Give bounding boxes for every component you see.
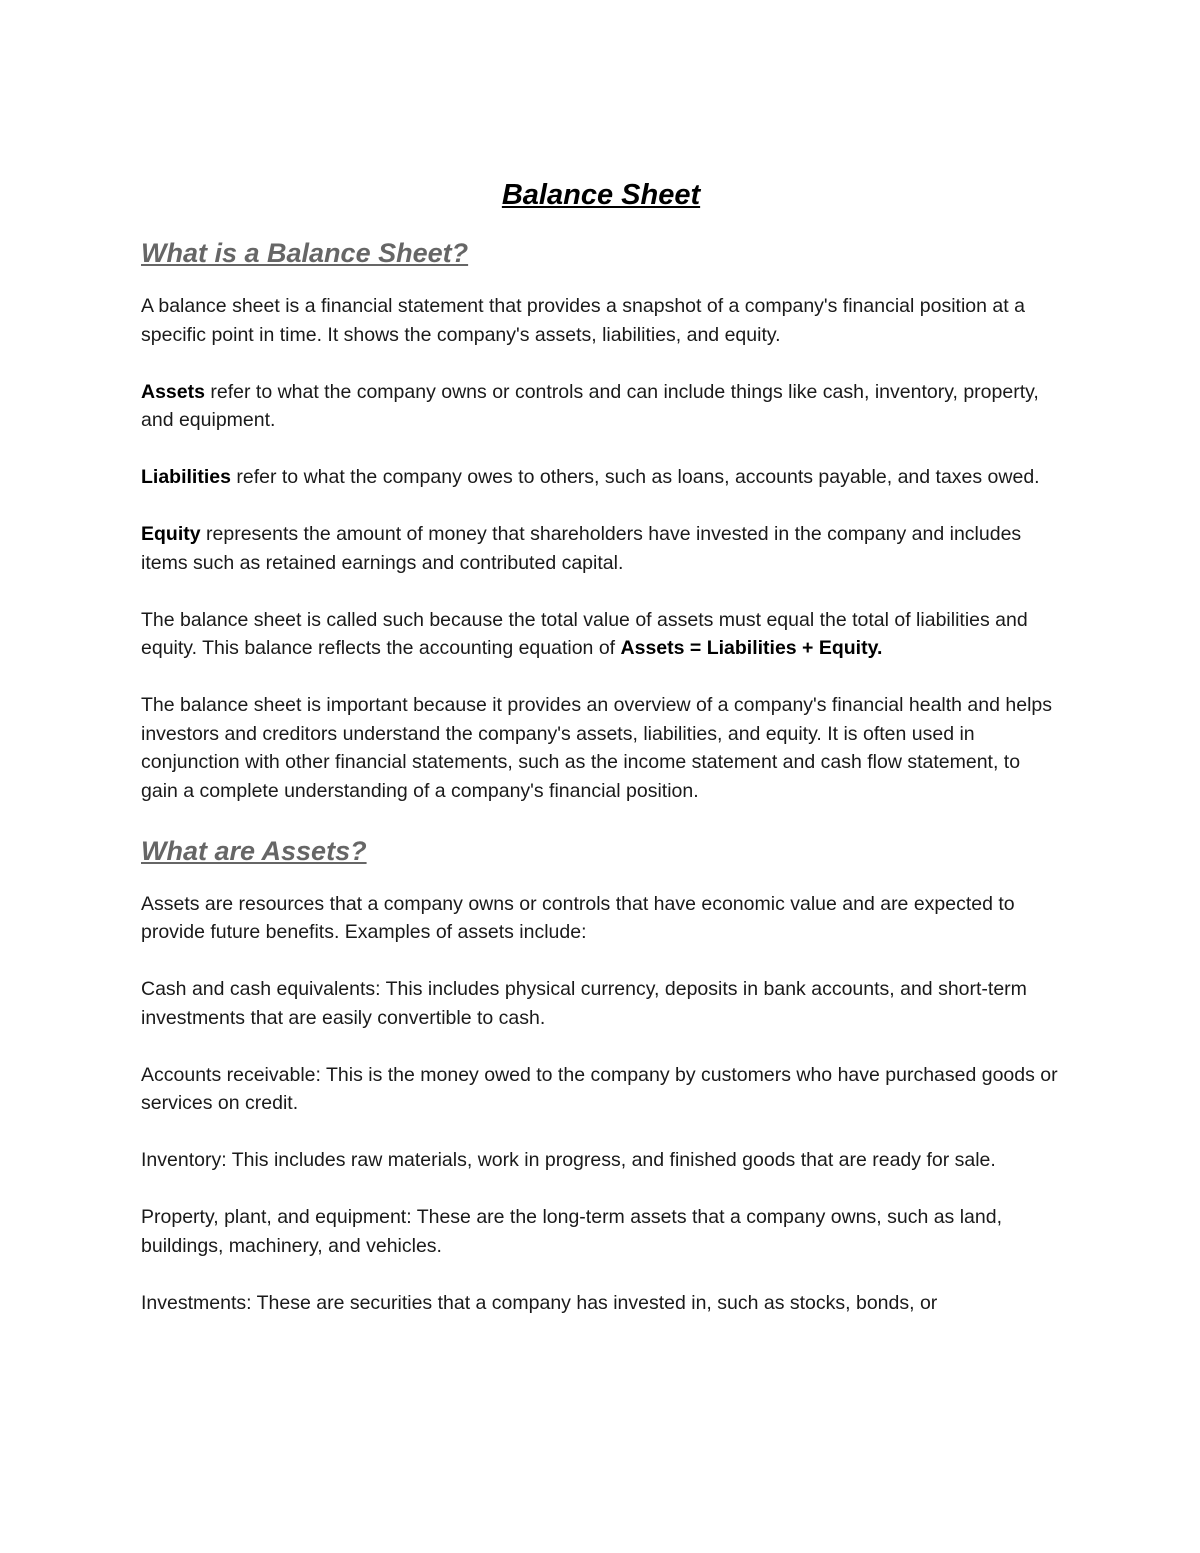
term-equity: Equity <box>141 523 201 545</box>
paragraph-liabilities <box>141 463 1061 492</box>
equity-description: represents the amount of money that shareholders have invested in the company and includes items such as retained earnings and contributed capital. <box>141 523 1022 574</box>
list-item-cash: Cash and cash equivalents: This includes physical currency, deposits in bank accounts, and short-term investments that are easily convertible to cash. <box>141 978 1027 1029</box>
paragraph-importance: The balance sheet is important because it provides an overview of a company's financial health and helps investors and creditors understand the company's assets, liabilities, and equity. It is often used in conjunction with other financial statements, such as the income statement and cash flow statement, to gain a complete understanding of a company's financial position. <box>141 694 1053 802</box>
term-assets: Assets <box>141 380 205 403</box>
document-body <box>141 176 1061 1346</box>
list-item-accounts-receivable: Accounts receivable: This is the money owed to the company by customers who have purchased goods or services on credit. <box>141 1063 1058 1114</box>
assets-description: refer to what the company owns or controls and can include things like cash, inventory, property, and equipment. <box>141 380 1039 431</box>
paragraph-assets-intro: Assets are resources that a company owns or controls that have economic value and are expected to provide future benefits. Examples of assets include: <box>141 892 1015 943</box>
liabilities-description: refer to what the company owes to others, such as loans, accounts payable, and taxes owed. <box>230 466 1040 488</box>
balance-description: The balance sheet is called such because the total value of assets must equal the total of liabilities and equity. This balance reflects the accounting equation of <box>141 608 1028 659</box>
paragraph-intro: A balance sheet is a financial statement that provides a snapshot of a company's financial position at a specific point in time. It shows the company's assets, liabilities, and equity. <box>141 295 1025 346</box>
document-title: Balance Sheet <box>501 179 701 211</box>
paragraph-equity <box>141 520 1061 577</box>
list-item-investments: Investments: These are securities that a company has invested in, such as stocks, bonds, or <box>141 1291 938 1314</box>
section-heading-assets: What are Assets? <box>141 835 367 866</box>
paragraph-balance-equation <box>141 606 1061 663</box>
term-liabilities: Liabilities <box>141 466 231 488</box>
section-heading-balance-sheet: What is a Balance Sheet? <box>141 238 469 268</box>
accounting-equation: Assets = Liabilities + Equity. <box>620 637 883 659</box>
list-item-property-plant-equipment: Property, plant, and equipment: These are the long-term assets that a company owns, such as land, buildings, machinery, and vehicles. <box>141 1206 1003 1257</box>
paragraph-assets <box>141 378 1061 435</box>
list-item-inventory: Inventory: This includes raw materials, work in progress, and finished goods that are ready for sale. <box>141 1149 996 1171</box>
